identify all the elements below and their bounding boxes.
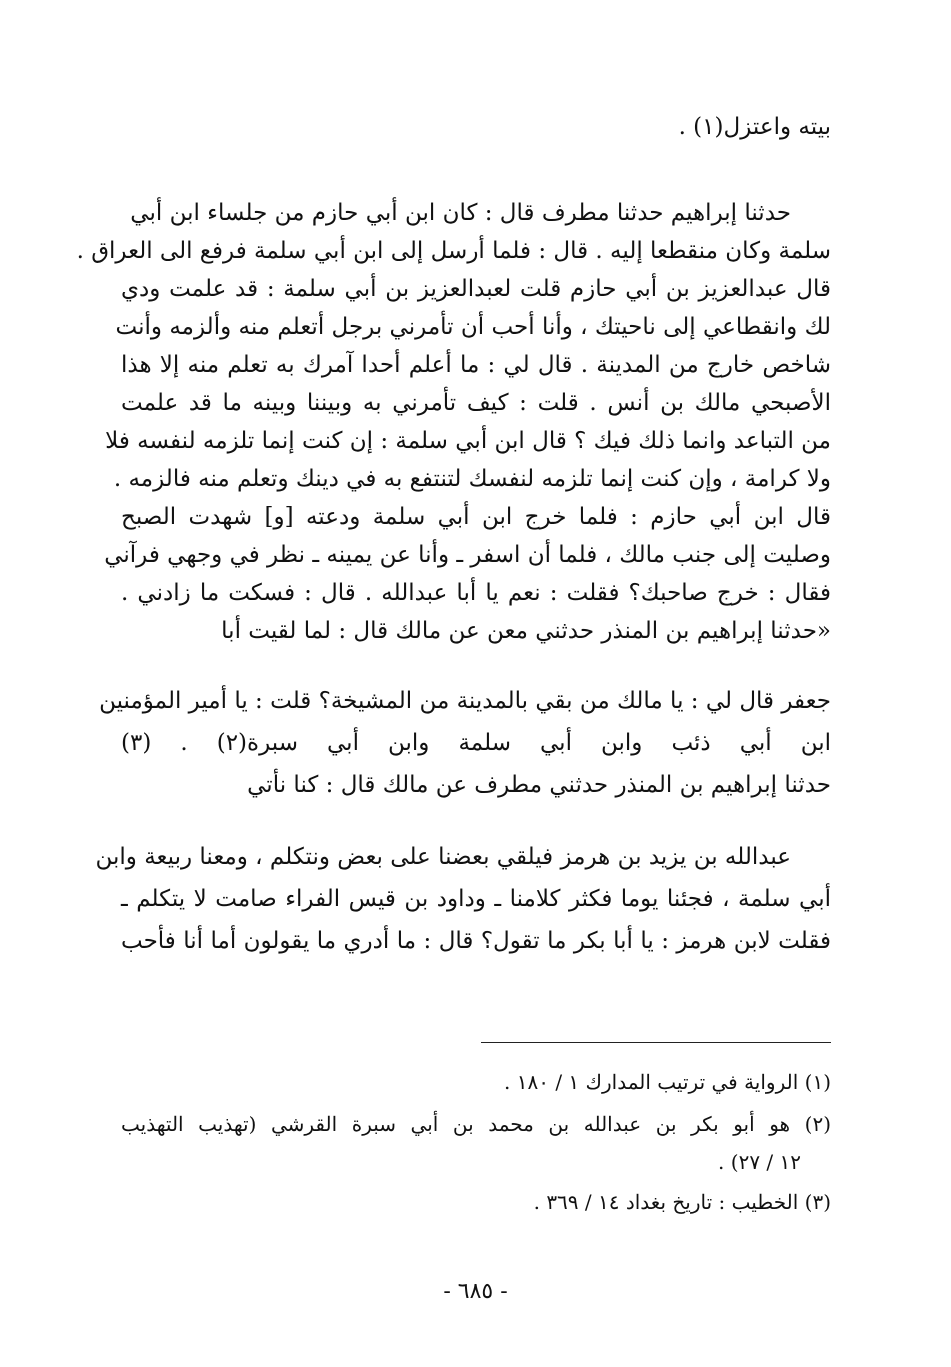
body-line: شاخص خارج من المدينة . قال لي : ما أعلم أحدا آمرك به تعلم منه إلا هذا [121, 352, 831, 378]
body-line: سلمة وكان منقطعا إليه . قال : فلما أرسل إلى ابن أبي سلمة فرفع الى العراق . [76, 238, 831, 264]
body-line: فقال : خرج صاحبك؟ فقلت : نعم يا أبا عبدالله . قال : فسكت ما زادني . [121, 580, 831, 606]
footnote-line: (٢) هو أبو بكر بن عبدالله بن محمد بن أبي سبرة القرشي (تهذيب التهذيب [121, 1112, 831, 1136]
footnote-line: (٣) الخطيب : تاريخ بغداد ١٤ / ٣٦٩ . [533, 1190, 831, 1214]
body-line: لك وانقطاعي إلى ناحيتك ، وأنا أحب أن تأمرني برجل أتعلم منه وألزمه وأنت [115, 314, 831, 340]
body-line: «حدثنا إبراهيم بن المنذر حدثني معن عن مالك قال : لما لقيت أبا [221, 618, 831, 644]
body-line: ولا كرامة ، وإن كنت إنما تلزمه لنفسك لتنتفع به في دينك وتعلم منه فالزمه . [113, 466, 831, 492]
body-line: جعفر قال لي : يا مالك من بقي بالمدينة من المشيخة؟ قلت : يا أمير المؤمنين [99, 688, 831, 714]
body-line: بيته واعتزل(١) . [678, 114, 831, 140]
body-line: أبي سلمة ، فجئنا يوما فكثر كلامنا ـ وداود بن قيس الفراء صامت لا يتكلم ـ [121, 886, 831, 912]
body-line: قال ابن أبي حازم : فلما خرج ابن أبي سلمة ودعته [و] شهدت الصبح [121, 504, 831, 530]
body-line: قال عبدالعزيز بن أبي حازم قلت لعبدالعزيز بن أبي سلمة : قد علمت ودي [121, 276, 831, 302]
body-line: الأصبحي مالك بن أنس . قلت : كيف تأمرني به وبيننا وبينه ما قد علمت [121, 390, 831, 416]
body-line: من التباعد وانما ذلك فيك ؟ قال ابن أبي سلمة : إن كنت إنما تلزمه لنفسه فلا [105, 428, 831, 454]
body-line: عبدالله بن يزيد بن هرمز فيلقي بعضنا على بعض ونتكلم ، ومعنا ربيعة وابن [95, 844, 791, 870]
page-number: - ٦٨٥ - [443, 1279, 508, 1304]
body-line: وصليت إلى جنب مالك ، فلما أن اسفر ـ وأنا عن يمينه ـ نظر في وجهي فرآني [104, 542, 831, 568]
footnote-separator [481, 1042, 831, 1043]
footnote-line: (١) الرواية في ترتيب المدارك ١ / ١٨٠ . [504, 1070, 831, 1094]
body-line: ابن أبي ذئب وابن أبي سلمة وابن أبي سبرة(٢) . (٣) [121, 730, 832, 756]
footnote-line: ١٢ / ٢٧) . [718, 1150, 801, 1174]
body-line: حدثنا إبراهيم بن المنذر حدثني مطرف عن مالك قال : كنا نأتي [247, 772, 831, 798]
body-line: فقلت لابن هرمز : يا أبا بكر ما تقول؟ قال : ما أدري ما يقولون أما أنا فأحب [121, 928, 831, 954]
body-line: حدثنا إبراهيم حدثنا مطرف قال : كان ابن أبي حازم من جلساء ابن أبي [130, 200, 791, 226]
